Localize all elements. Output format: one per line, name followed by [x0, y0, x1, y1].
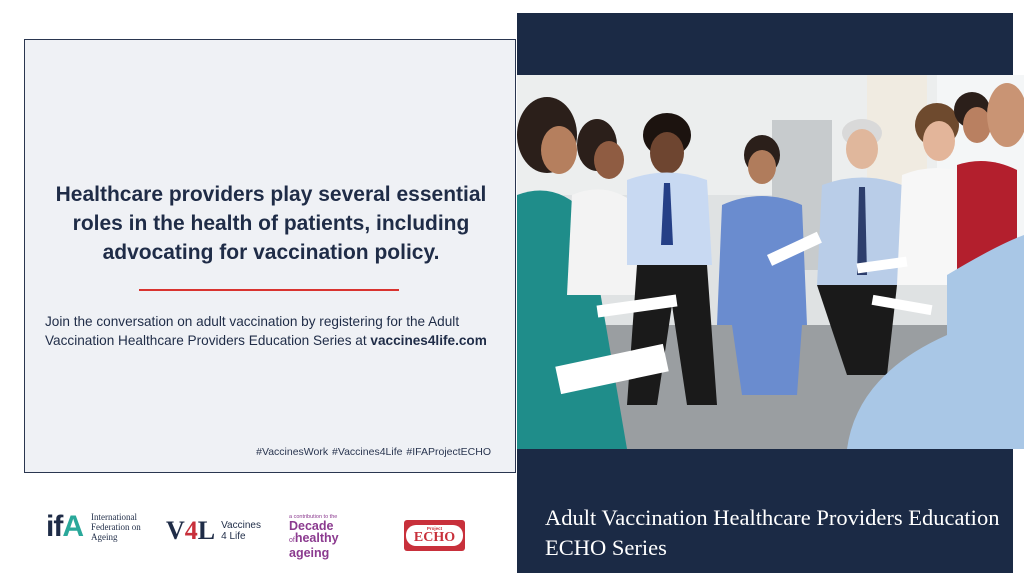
body-text	[45, 312, 505, 350]
headline: Healthcare providers play several essential roles in the health of patients, including advocating for vaccination policy.	[55, 183, 487, 264]
project-echo-logo	[404, 520, 465, 551]
info-card	[24, 39, 516, 473]
body-text-prefix: Join the conversation on adult vaccination by registering for the Adult Vaccination Healthcare Providers Education Series at	[45, 314, 460, 348]
hashtags: #VaccinesWork #Vaccines4Life #IFAProjectECHO	[256, 446, 491, 458]
v4l-mark: V4L	[166, 516, 216, 545]
vaccines4life-logo	[166, 518, 261, 544]
v4l-logo-text: Vaccines 4 Life	[221, 520, 261, 542]
echo-big-text: ECHO	[413, 530, 456, 545]
ifa-mark: ifA	[46, 510, 83, 543]
ifa-logo-text: International Federation on Ageing	[91, 512, 141, 542]
echo-small-text: Project	[426, 526, 443, 531]
series-title: Adult Vaccination Healthcare Providers Education ECHO Series	[545, 505, 1000, 560]
decade-line-3: ageing	[289, 546, 330, 560]
decade-line-1: Decade	[289, 519, 334, 533]
website-link[interactable]: vaccines4life.com	[370, 333, 487, 348]
red-divider	[139, 289, 399, 291]
ifa-logo	[46, 512, 151, 542]
group-of-healthcare-providers-photo	[517, 75, 1024, 449]
decade-small-text: a contribution to the	[289, 514, 338, 520]
decade-line-2: ofhealthy	[289, 531, 339, 545]
decade-of-healthy-ageing-logo	[289, 514, 339, 559]
group-photo	[517, 75, 1024, 449]
